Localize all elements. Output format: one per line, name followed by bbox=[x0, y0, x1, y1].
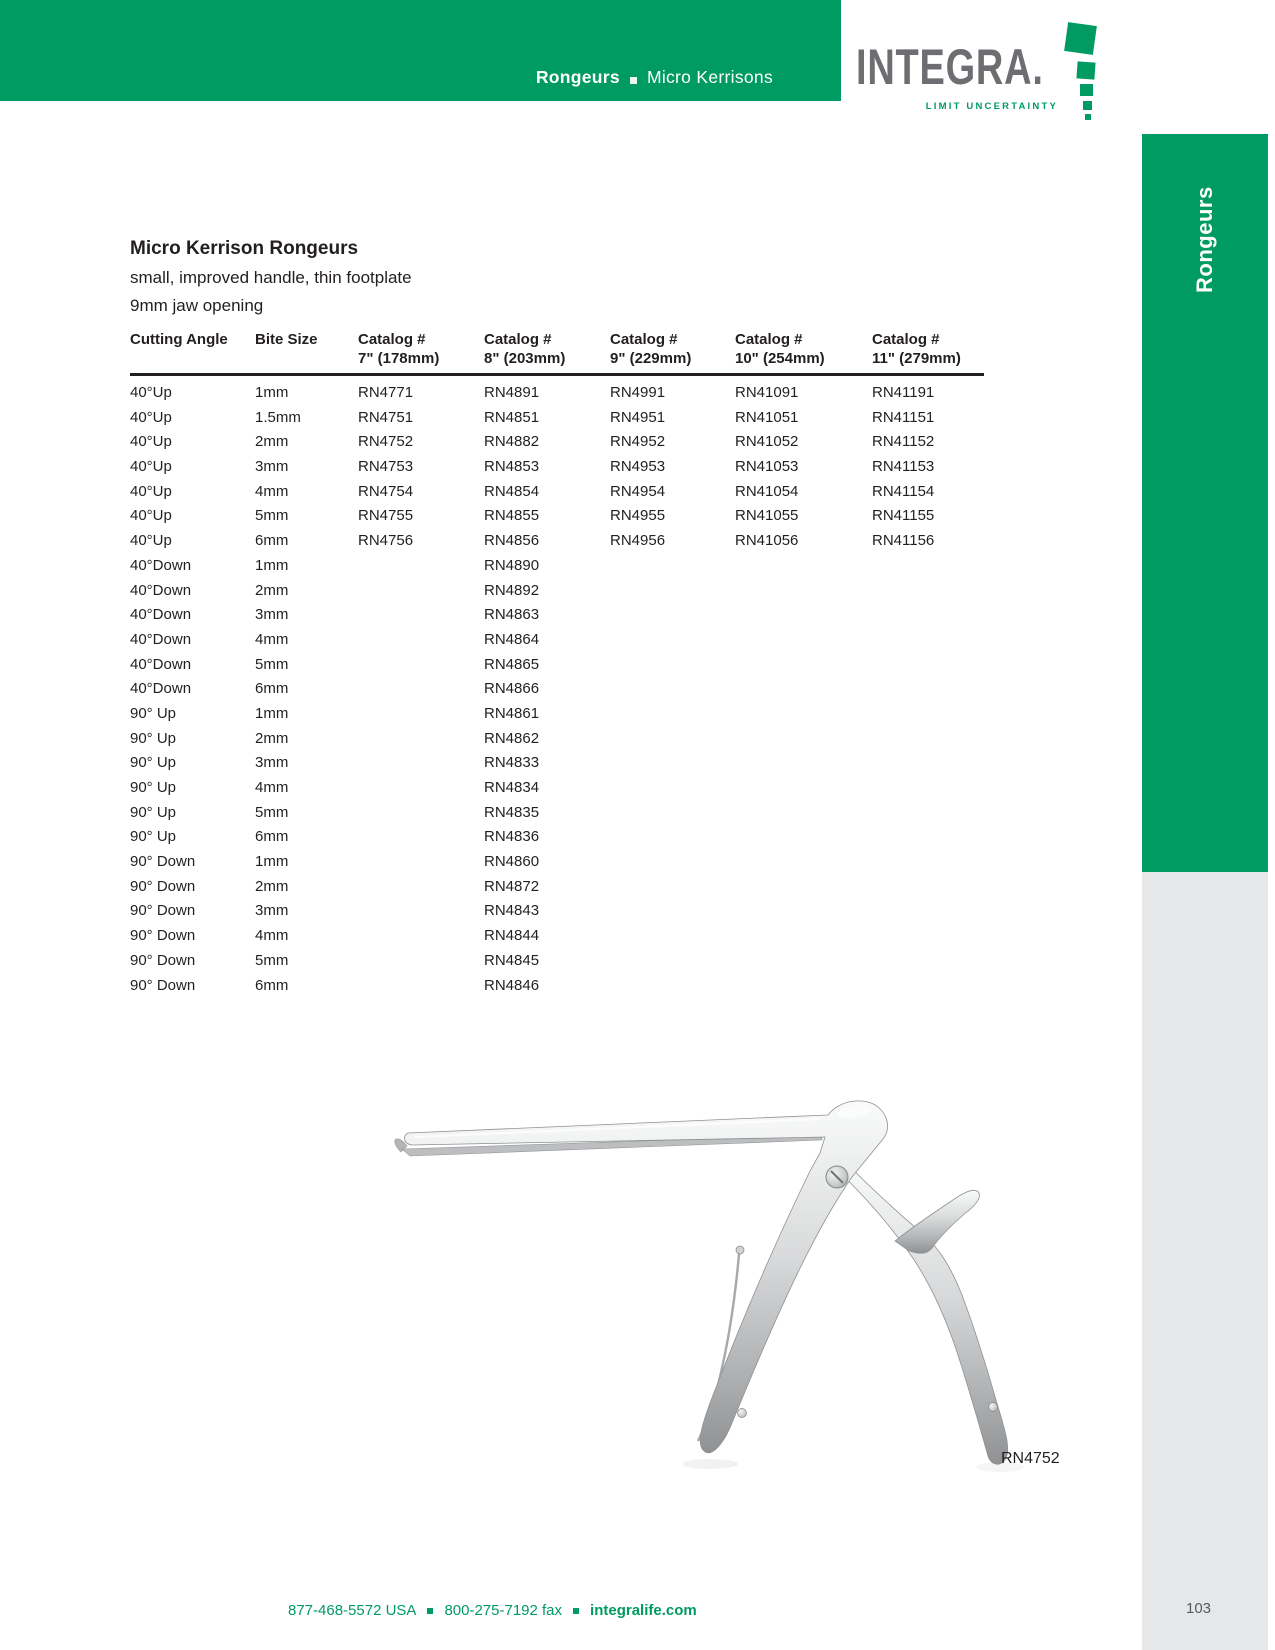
catalog-number-cell: RN4752 bbox=[358, 433, 414, 451]
catalog-number-cell bbox=[872, 949, 984, 974]
table-row bbox=[130, 924, 984, 949]
column-header-cutting-angle: Cutting Angle bbox=[130, 331, 228, 348]
table-row bbox=[130, 875, 984, 900]
table-row bbox=[130, 529, 984, 554]
bite-size-cell: 5mm bbox=[255, 951, 289, 969]
catalog-number-cell bbox=[735, 850, 872, 875]
cutting-angle-cell: 40°Down bbox=[130, 581, 192, 599]
catalog-number-cell: RN4953 bbox=[610, 458, 666, 476]
column-header-catalog-11in: Catalog # 11" (279mm) bbox=[872, 331, 961, 367]
catalog-number-cell: RN4865 bbox=[484, 655, 540, 673]
cutting-angle-cell: 90° Down bbox=[130, 877, 196, 895]
logo-square-icon bbox=[1064, 22, 1097, 55]
catalog-number-cell bbox=[358, 554, 484, 579]
catalog-number-cell: RN4862 bbox=[484, 729, 540, 747]
cutting-angle-cell: 40°Up bbox=[130, 532, 172, 550]
catalog-number-cell: RN41052 bbox=[735, 433, 799, 451]
catalog-number-cell bbox=[735, 899, 872, 924]
catalog-number-cell bbox=[872, 899, 984, 924]
catalog-number-cell bbox=[872, 850, 984, 875]
catalog-number-cell bbox=[358, 579, 484, 604]
catalog-number-cell bbox=[358, 850, 484, 875]
table-row bbox=[130, 776, 984, 801]
catalog-number-cell bbox=[610, 554, 735, 579]
catalog-number-cell: RN41151 bbox=[872, 408, 935, 426]
catalog-number-cell: RN41056 bbox=[735, 532, 799, 550]
catalog-number-cell: RN4846 bbox=[484, 976, 540, 994]
integra-logo-wordmark: INTEGRA. bbox=[856, 39, 1044, 95]
catalog-number-cell: RN4833 bbox=[484, 754, 540, 772]
catalog-number-cell: RN4861 bbox=[484, 704, 540, 722]
catalog-number-cell bbox=[358, 801, 484, 826]
bite-size-cell: 3mm bbox=[255, 458, 289, 476]
cutting-angle-cell: 90° Up bbox=[130, 828, 177, 846]
table-row bbox=[130, 579, 984, 604]
bite-size-cell: 3mm bbox=[255, 902, 289, 920]
catalog-number-cell: RN4863 bbox=[484, 606, 540, 624]
bite-size-cell: 5mm bbox=[255, 507, 289, 525]
logo-square-icon bbox=[1085, 114, 1091, 120]
table-row bbox=[130, 653, 984, 678]
cutting-angle-cell: 90° Up bbox=[130, 754, 177, 772]
column-header-catalog-7in: Catalog # 7" (178mm) bbox=[358, 331, 440, 367]
bite-size-cell: 1mm bbox=[255, 556, 289, 574]
catalog-number-cell: RN4860 bbox=[484, 853, 540, 871]
cutting-angle-cell: 90° Down bbox=[130, 927, 196, 945]
integra-logo-squares-icon bbox=[1060, 18, 1108, 130]
cutting-angle-cell: 40°Down bbox=[130, 680, 192, 698]
cutting-angle-cell: 90° Down bbox=[130, 853, 196, 871]
catalog-number-cell: RN41155 bbox=[872, 507, 935, 525]
bite-size-cell: 1mm bbox=[255, 853, 289, 871]
catalog-number-cell bbox=[735, 825, 872, 850]
table-row bbox=[130, 554, 984, 579]
catalog-number-cell: RN4844 bbox=[484, 927, 540, 945]
catalog-number-cell bbox=[358, 875, 484, 900]
catalog-number-cell: RN4751 bbox=[358, 408, 414, 426]
bite-size-cell: 1mm bbox=[255, 704, 289, 722]
catalog-number-cell bbox=[610, 776, 735, 801]
catalog-number-cell: RN41053 bbox=[735, 458, 799, 476]
catalog-number-cell bbox=[358, 727, 484, 752]
catalog-number-cell bbox=[610, 751, 735, 776]
table-row bbox=[130, 430, 984, 455]
catalog-number-cell bbox=[872, 727, 984, 752]
catalog-number-cell bbox=[872, 825, 984, 850]
logo-square-icon bbox=[1080, 84, 1093, 96]
catalog-number-cell bbox=[610, 628, 735, 653]
catalog-number-cell: RN4952 bbox=[610, 433, 666, 451]
catalog-number-cell: RN4864 bbox=[484, 630, 540, 648]
catalog-number-cell: RN4955 bbox=[610, 507, 666, 525]
column-header-catalog-9in: Catalog # 9" (229mm) bbox=[610, 331, 692, 367]
catalog-number-cell: RN41055 bbox=[735, 507, 799, 525]
column-header-bite-size: Bite Size bbox=[255, 331, 318, 348]
bite-size-cell: 6mm bbox=[255, 976, 289, 994]
catalog-number-cell: RN4891 bbox=[484, 384, 540, 401]
bite-size-cell: 5mm bbox=[255, 803, 289, 821]
rongeur-instrument-photo bbox=[390, 1055, 1050, 1475]
product-title: Micro Kerrison Rongeurs bbox=[130, 238, 359, 259]
catalog-number-cell: RN4892 bbox=[484, 581, 540, 599]
catalog-number-cell bbox=[735, 677, 872, 702]
table-row bbox=[130, 455, 984, 480]
cutting-angle-cell: 40°Up bbox=[130, 507, 172, 525]
cutting-angle-cell: 90° Up bbox=[130, 779, 177, 796]
footer-separator-square-icon bbox=[573, 1608, 579, 1614]
page-number: 103 bbox=[1186, 1600, 1212, 1617]
table-row bbox=[130, 702, 984, 727]
bite-size-cell: 3mm bbox=[255, 606, 289, 624]
catalog-number-cell: RN4836 bbox=[484, 828, 540, 846]
catalog-number-cell bbox=[872, 579, 984, 604]
catalog-number-cell bbox=[872, 801, 984, 826]
catalog-number-cell: RN41154 bbox=[872, 482, 935, 500]
cutting-angle-cell: 40°Up bbox=[130, 408, 172, 426]
catalog-number-cell bbox=[610, 949, 735, 974]
table-row bbox=[130, 974, 984, 999]
bite-size-cell: 3mm bbox=[255, 754, 289, 772]
catalog-number-cell bbox=[735, 776, 872, 801]
catalog-number-cell bbox=[610, 899, 735, 924]
bite-size-cell: 4mm bbox=[255, 779, 289, 796]
bite-size-cell: 6mm bbox=[255, 828, 289, 846]
catalog-number-cell: RN4755 bbox=[358, 507, 414, 525]
catalog-number-cell bbox=[358, 825, 484, 850]
catalog-number-cell bbox=[358, 653, 484, 678]
catalog-number-cell: RN4845 bbox=[484, 951, 540, 969]
bite-size-cell: 4mm bbox=[255, 482, 289, 500]
catalog-number-cell bbox=[735, 653, 872, 678]
catalog-number-cell bbox=[735, 924, 872, 949]
integra-logo-tagline: LIMIT UNCERTAINTY bbox=[925, 101, 1058, 112]
catalog-number-cell bbox=[735, 579, 872, 604]
table-row bbox=[130, 480, 984, 505]
bite-size-cell: 6mm bbox=[255, 680, 289, 698]
catalog-number-cell bbox=[735, 974, 872, 999]
bite-size-cell: 5mm bbox=[255, 655, 289, 673]
catalog-number-cell bbox=[610, 727, 735, 752]
catalog-number-cell bbox=[358, 751, 484, 776]
catalog-number-cell bbox=[610, 924, 735, 949]
catalog-number-cell bbox=[610, 875, 735, 900]
catalog-number-cell bbox=[735, 603, 872, 628]
product-subtitle-jaw: 9mm jaw opening bbox=[130, 296, 264, 315]
column-header-catalog-8in: Catalog # 8" (203mm) bbox=[484, 331, 566, 367]
catalog-number-cell: RN41091 bbox=[735, 384, 799, 401]
bite-size-cell: 2mm bbox=[255, 581, 289, 599]
bite-size-cell: 2mm bbox=[255, 433, 289, 451]
cutting-angle-cell: 40°Up bbox=[130, 433, 172, 451]
catalog-number-cell bbox=[872, 653, 984, 678]
table-row bbox=[130, 727, 984, 752]
catalog-number-cell bbox=[872, 974, 984, 999]
catalog-number-cell bbox=[610, 702, 735, 727]
catalog-number-cell bbox=[735, 628, 872, 653]
catalog-number-cell bbox=[872, 628, 984, 653]
table-row bbox=[130, 677, 984, 702]
side-band-gray bbox=[1142, 872, 1268, 1650]
footer-phone: 877-468-5572 USA bbox=[288, 1602, 417, 1619]
catalog-table-body bbox=[130, 376, 984, 998]
cutting-angle-cell: 90° Down bbox=[130, 902, 196, 920]
catalog-number-cell: RN4882 bbox=[484, 433, 540, 451]
banner-section-label: Rongeurs bbox=[535, 67, 620, 87]
catalog-number-cell bbox=[358, 974, 484, 999]
catalog-number-cell: RN4954 bbox=[610, 482, 666, 500]
bite-size-cell: 2mm bbox=[255, 877, 289, 895]
bite-size-cell: 4mm bbox=[255, 927, 289, 945]
cutting-angle-cell: 90° Up bbox=[130, 803, 177, 821]
catalog-number-cell bbox=[610, 850, 735, 875]
catalog-number-cell: RN4843 bbox=[484, 902, 540, 920]
catalog-number-cell bbox=[358, 677, 484, 702]
table-row bbox=[130, 899, 984, 924]
catalog-table bbox=[130, 330, 984, 998]
product-subtitle-handle: small, improved handle, thin footplate bbox=[130, 268, 412, 287]
catalog-number-cell bbox=[735, 554, 872, 579]
cutting-angle-cell: 40°Down bbox=[130, 630, 192, 648]
catalog-number-cell bbox=[872, 776, 984, 801]
catalog-number-cell: RN4754 bbox=[358, 482, 414, 500]
table-row bbox=[130, 751, 984, 776]
catalog-number-cell bbox=[358, 776, 484, 801]
cutting-angle-cell: 90° Down bbox=[130, 976, 196, 994]
catalog-number-cell: RN4835 bbox=[484, 803, 540, 821]
catalog-number-cell bbox=[610, 825, 735, 850]
catalog-number-cell: RN4956 bbox=[610, 532, 666, 550]
catalog-number-cell: RN4872 bbox=[484, 877, 540, 895]
catalog-number-cell bbox=[358, 924, 484, 949]
catalog-number-cell: RN4756 bbox=[358, 532, 414, 550]
catalog-number-cell: RN41051 bbox=[735, 408, 799, 426]
table-row bbox=[130, 406, 984, 431]
catalog-number-cell: RN41191 bbox=[872, 384, 935, 401]
figure-caption: RN4752 bbox=[1001, 1450, 1060, 1467]
catalog-number-cell: RN4854 bbox=[484, 482, 540, 500]
bite-size-cell: 1.5mm bbox=[255, 408, 301, 426]
catalog-number-cell bbox=[610, 603, 735, 628]
cutting-angle-cell: 40°Up bbox=[130, 482, 172, 500]
catalog-number-cell bbox=[358, 603, 484, 628]
catalog-number-cell bbox=[358, 899, 484, 924]
catalog-number-cell bbox=[735, 801, 872, 826]
side-tab-label: Rongeurs bbox=[1192, 186, 1217, 293]
cutting-angle-cell: 90° Down bbox=[130, 951, 196, 969]
logo-square-icon bbox=[1083, 101, 1092, 110]
bite-size-cell: 1mm bbox=[255, 384, 289, 401]
cutting-angle-cell: 40°Down bbox=[130, 606, 192, 624]
catalog-number-cell bbox=[872, 603, 984, 628]
table-row bbox=[130, 504, 984, 529]
catalog-number-cell bbox=[872, 554, 984, 579]
catalog-number-cell bbox=[872, 751, 984, 776]
catalog-number-cell: RN4855 bbox=[484, 507, 540, 525]
cutting-angle-cell: 40°Up bbox=[130, 384, 172, 401]
cutting-angle-cell: 40°Down bbox=[130, 556, 192, 574]
catalog-number-cell bbox=[610, 801, 735, 826]
catalog-table-header bbox=[130, 330, 984, 376]
catalog-number-cell: RN4866 bbox=[484, 680, 540, 698]
rongeur-instrument-drawing bbox=[390, 1055, 1050, 1475]
column-header-catalog-10in: Catalog # 10" (254mm) bbox=[735, 331, 825, 367]
catalog-number-cell bbox=[610, 974, 735, 999]
catalog-number-cell: RN4951 bbox=[610, 408, 666, 426]
catalog-number-cell: RN4991 bbox=[610, 384, 666, 401]
banner-subsection-label: Micro Kerrisons bbox=[646, 67, 773, 87]
cutting-angle-cell: 90° Up bbox=[130, 704, 177, 722]
table-row bbox=[130, 801, 984, 826]
catalog-number-cell: RN41054 bbox=[735, 482, 799, 500]
catalog-number-cell bbox=[358, 949, 484, 974]
catalog-number-cell bbox=[872, 677, 984, 702]
table-row bbox=[130, 949, 984, 974]
catalog-number-cell bbox=[358, 702, 484, 727]
catalog-number-cell bbox=[872, 924, 984, 949]
table-row bbox=[130, 850, 984, 875]
catalog-number-cell bbox=[872, 702, 984, 727]
cutting-angle-cell: 40°Down bbox=[130, 655, 192, 673]
catalog-number-cell bbox=[735, 949, 872, 974]
table-row bbox=[130, 603, 984, 628]
catalog-number-cell bbox=[358, 628, 484, 653]
catalog-number-cell bbox=[872, 875, 984, 900]
section-banner bbox=[0, 0, 841, 101]
logo-square-icon bbox=[1076, 61, 1095, 79]
catalog-number-cell bbox=[610, 653, 735, 678]
catalog-number-cell bbox=[735, 875, 872, 900]
catalog-number-cell bbox=[610, 677, 735, 702]
catalog-number-cell: RN41152 bbox=[872, 433, 935, 451]
bite-size-cell: 6mm bbox=[255, 532, 289, 550]
banner-separator-square-icon bbox=[630, 77, 637, 84]
catalog-number-cell: RN41153 bbox=[872, 458, 935, 476]
catalog-number-cell: RN4853 bbox=[484, 458, 540, 476]
footer-fax: 800-275-7192 fax bbox=[444, 1602, 563, 1619]
table-row bbox=[130, 628, 984, 653]
catalog-number-cell: RN4753 bbox=[358, 458, 414, 476]
table-row bbox=[130, 825, 984, 850]
footer-contact bbox=[288, 1602, 697, 1619]
footer-website-link[interactable]: integralife.com bbox=[590, 1602, 697, 1619]
footer-separator-square-icon bbox=[427, 1608, 433, 1614]
catalog-number-cell: RN4771 bbox=[358, 384, 414, 401]
catalog-number-cell: RN4890 bbox=[484, 556, 540, 574]
cutting-angle-cell: 90° Up bbox=[130, 729, 177, 747]
catalog-number-cell bbox=[735, 751, 872, 776]
catalog-number-cell: RN4856 bbox=[484, 532, 540, 550]
cutting-angle-cell: 40°Up bbox=[130, 458, 172, 476]
catalog-number-cell: RN4834 bbox=[484, 779, 540, 796]
catalog-number-cell bbox=[735, 727, 872, 752]
catalog-number-cell bbox=[610, 579, 735, 604]
table-row bbox=[130, 381, 984, 406]
bite-size-cell: 4mm bbox=[255, 630, 289, 648]
bite-size-cell: 2mm bbox=[255, 729, 289, 747]
catalog-number-cell: RN41156 bbox=[872, 532, 935, 550]
catalog-number-cell bbox=[735, 702, 872, 727]
catalog-number-cell: RN4851 bbox=[484, 408, 540, 426]
